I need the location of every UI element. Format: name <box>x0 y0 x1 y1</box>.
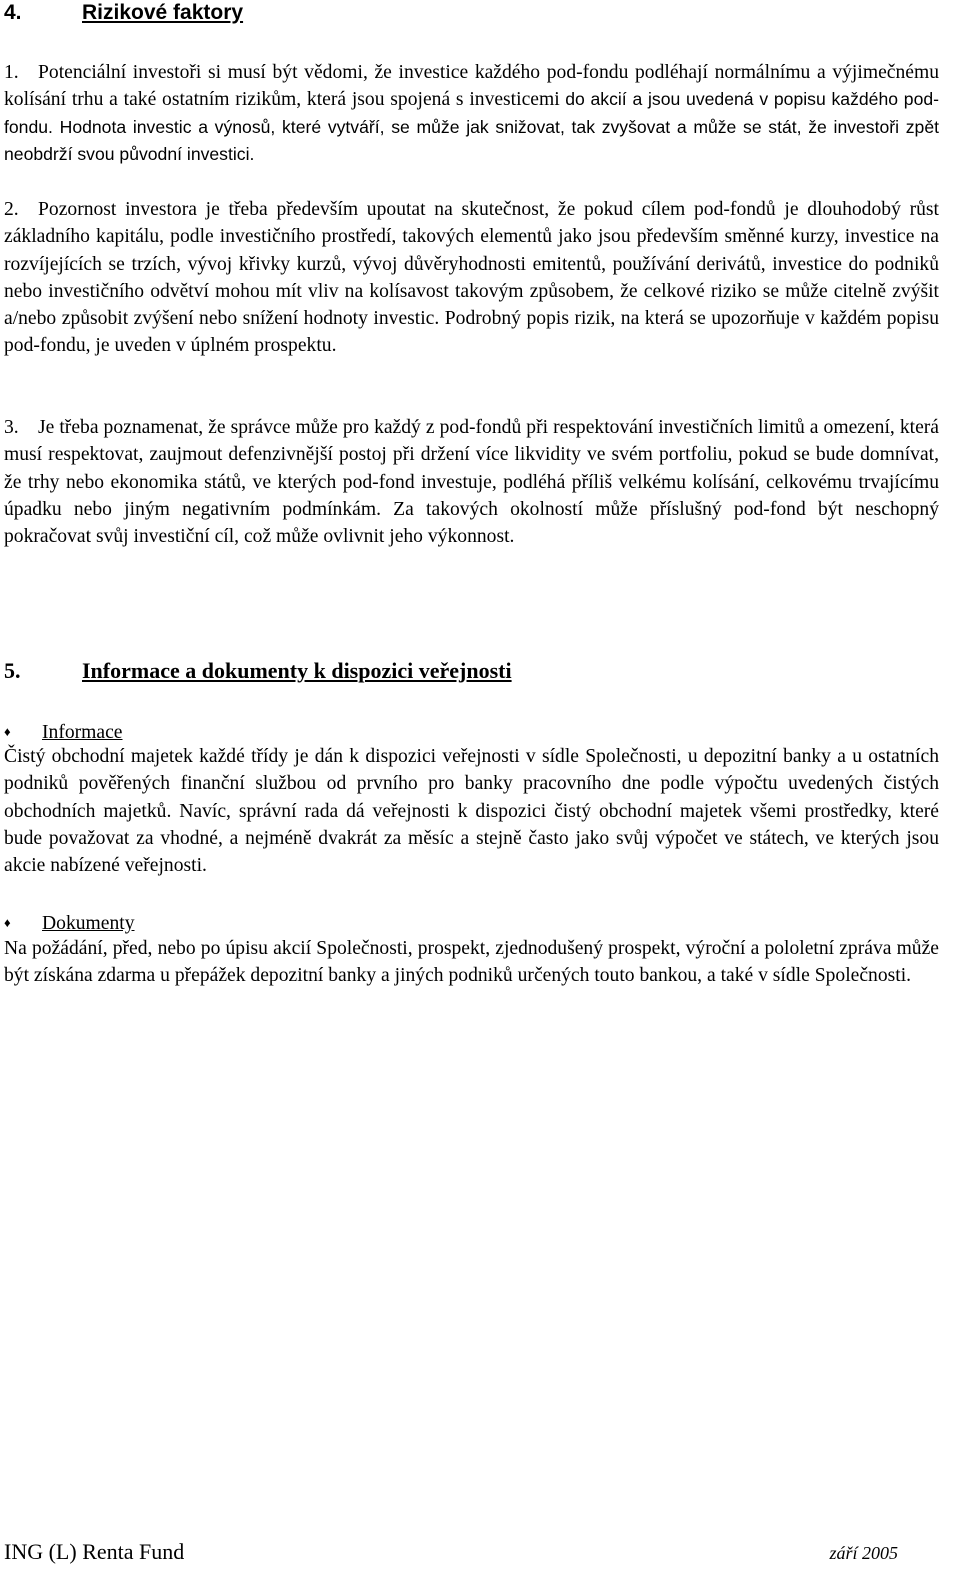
dokumenty-paragraph: Na požádání, před, nebo po úpisu akcií Společnosti, prospekt, zjednodušený prospekt, výroční a pololetní zpráva může být získána zdarma u přepážek depozitní banky a jiných podniků určených touto bankou, a také v sídle Společnosti. <box>4 938 939 987</box>
section-5-number: 5. <box>4 658 21 683</box>
footer-fund-name: ING (L) Renta Fund <box>4 1539 185 1564</box>
paragraph-2-number: 2. <box>4 199 19 220</box>
informace-label: Informace <box>42 722 123 743</box>
risk-paragraph-2 <box>4 196 939 360</box>
footer-date: září 2005 <box>829 1543 898 1563</box>
paragraph-1-number: 1. <box>4 62 19 83</box>
section-4-heading <box>4 0 243 26</box>
dokumenty-label: Dokumenty <box>42 913 135 934</box>
risk-paragraph-3 <box>4 414 939 550</box>
risk-paragraph-1 <box>4 59 939 168</box>
paragraph-3-text: Je třeba poznamenat, že správce může pro každý z pod-fondů při respektování investičních limitů a omezení, která musí respektovat, zaujmout defenzivnější postoj při držení více likvidity ve svém portfoliu, pokud se bude domnívat, že trhy nebo ekonomika států, ve kterých pod-fond investuje, podléhá příliš velkému kolísání, celkovému trvajícímu úpadku nebo jiným negativním podmínkám. Za takových okolností může příslušný pod-fond být neschopný pokračovat svůj investiční cíl, což může ovlivnit jeho výkonnost. <box>4 417 939 548</box>
diamond-bullet-icon: ♦ <box>4 915 11 930</box>
section-5-title: Informace a dokumenty k dispozici veřejnosti <box>82 658 512 683</box>
section-4-title: Rizikové faktory <box>82 1 244 24</box>
paragraph-3-number: 3. <box>4 417 19 438</box>
section-4-number: 4. <box>4 1 22 24</box>
bullet-informace <box>4 718 123 746</box>
paragraph-1-serif-text: Potenciální investoři si musí být vědomi, že investice každého pod-fondu podléhají normálnímu a výjimečnému kolísání trhu a také ostatním rizikům, která jsou spojená s investicemi <box>4 62 939 111</box>
bullet-dokumenty <box>4 909 135 937</box>
paragraph-1-sans-text: do akcií a jsou uvedená v popisu každého pod-fondu. Hodnota investic a výnosů, které vytváří, se může jak snižovat, tak zvyšovat a může se stát, že investoři zpět neobdrží svou původní investici. <box>4 89 939 164</box>
paragraph-2-text: Pozornost investora je třeba především upoutat na skutečnost, že pokud cílem pod-fondů je dlouhodobý růst základního kapitálu, podle investičního prostředí, takových elementů jako jsou především směnné kurzy, investice na rozvíjejících se trzích, vývoj křivky kurzů, vývoj důvěryhodnosti emitentů, používání derivátů, investice do podniků nebo investičního odvětví mohou mít vliv na kolísavost takovým způsobem, že celkové riziko se může citelně zvýšit a/nebo způsobit zvýšení nebo snížení hodnoty investic. Podrobný popis rizik, na která se upozorňuje v každém popisu pod-fondu, je uveden v úplném prospektu. <box>4 199 939 357</box>
diamond-bullet-icon: ♦ <box>4 724 11 739</box>
section-5-heading <box>4 657 512 685</box>
informace-paragraph: Čistý obchodní majetek každé třídy je dán k dispozici veřejnosti v sídle Společnosti, u depozitní banky a u ostatních podniků pověřených finanční službou od prvního pro banky pracovního dne podle výpočtu uvedených čistých obchodních majetků. Navíc, správní rada dá veřejnosti k dispozici čistý obchodní majetek všemi prostředky, které bude považovat za vhodné, a nejméně dvakrát za měsíc a stejně často jako svůj výpočet ve státech, ve kterých jsou akcie nabízené veřejnosti. <box>4 746 939 877</box>
